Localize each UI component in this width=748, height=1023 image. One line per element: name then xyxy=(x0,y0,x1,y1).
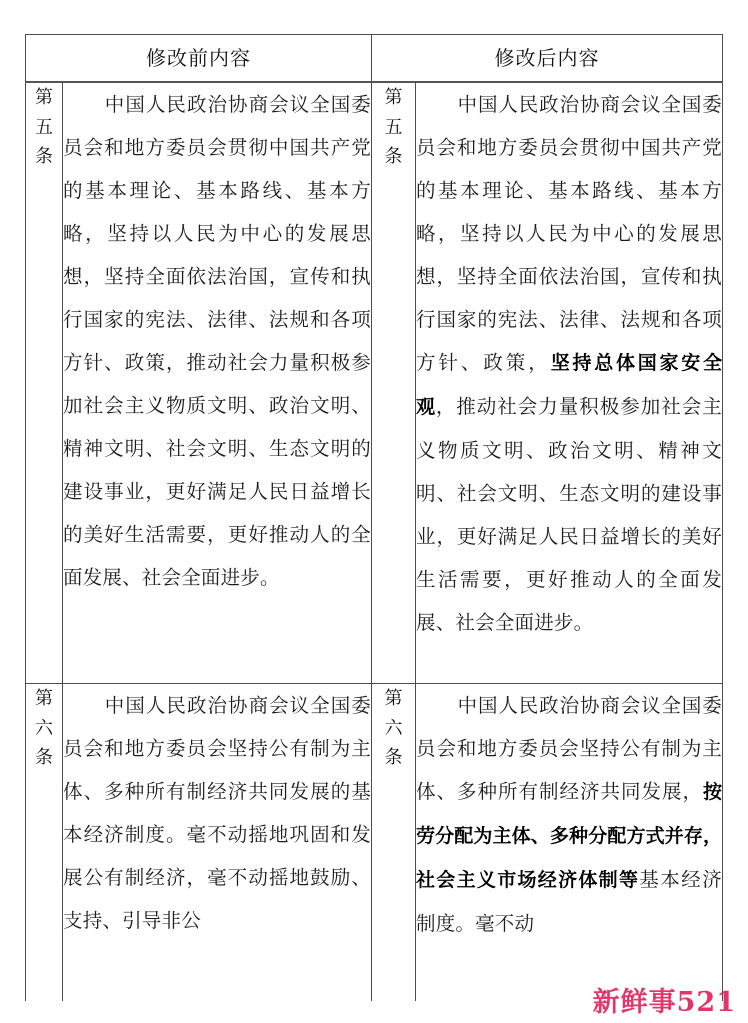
paragraph-after xyxy=(416,684,722,945)
content-cell-before xyxy=(63,684,372,1015)
content-cell-before xyxy=(63,82,372,684)
table-header-row xyxy=(26,35,723,83)
body-text: 中国人民政治协商会议全国委员会和地方委员会坚持公有制为主体、多种所有制经济共同发展， xyxy=(416,694,722,803)
header-label-before: 修改前内容 xyxy=(146,46,251,70)
watermark: 新鲜事521 xyxy=(592,987,736,1018)
article-label-cell-before xyxy=(26,684,63,1015)
body-text: 基本经济制度。毫不动 xyxy=(416,868,722,935)
header-cell-after xyxy=(372,35,723,83)
inserted-text: 按劳分配为主体、多种分配方式并存，社会主义市场经济体制等 xyxy=(416,781,722,891)
article-label-cell-after xyxy=(372,82,416,684)
header-cell-before xyxy=(26,35,372,83)
table-row xyxy=(26,684,723,1015)
inserted-text: 坚持总体国家安全观 xyxy=(416,352,722,418)
body-text: 中国人民政治协商会议全国委员会和地方委员会贯彻中国共产党的基本理论、基本路线、基本方略，坚持以人民为中心的发展思想，坚持全面依法治国，宣传和执行国家的宪法、法律、法规和各项方针、政策， xyxy=(416,93,722,374)
body-text: 中国人民政治协商会议全国委员会和地方委员会贯彻中国共产党的基本理论、基本路线、基本方略，坚持以人民为中心的发展思想，坚持全面依法治国，宣传和执行国家的宪法、法律、法规和各项方针、政策，推动社会力量积极参加社会主义物质文明、政治文明、精神文明、社会文明、生态文明的建设事业，更好满足人民日益增长的美好生活需要，更好推动人的全面发展、社会全面进步。 xyxy=(63,93,371,589)
header-label-after: 修改后内容 xyxy=(494,46,600,70)
body-text: 中国人民政治协商会议全国委员会和地方委员会坚持公有制为主体、多种所有制经济共同发展的基本经济制度。毫不动摇地巩固和发展公有制经济，毫不动摇地鼓励、支持、引导非公 xyxy=(63,694,371,932)
revision-comparison-table xyxy=(25,34,723,1015)
article-label-cell-before xyxy=(26,82,63,684)
body-text: ，推动社会力量积极参加社会主义物质文明、政治文明、精神文明、社会文明、生态文明的建设事业，更好满足人民日益增长的美好生活需要，更好推动人的全面发展、社会全面进步。 xyxy=(416,395,722,634)
article-label-after: 第 六 条 xyxy=(384,688,403,769)
paragraph-after xyxy=(416,83,722,644)
article-label-before: 第 六 条 xyxy=(35,688,53,769)
content-cell-after xyxy=(416,82,723,684)
paragraph-before xyxy=(63,83,371,599)
table-row xyxy=(26,82,723,684)
article-label-after: 第 五 条 xyxy=(384,87,403,168)
paragraph-before xyxy=(63,684,371,942)
content-cell-after xyxy=(416,684,723,1015)
article-label-before: 第 五 条 xyxy=(35,87,53,168)
article-label-cell-after xyxy=(372,684,416,1015)
